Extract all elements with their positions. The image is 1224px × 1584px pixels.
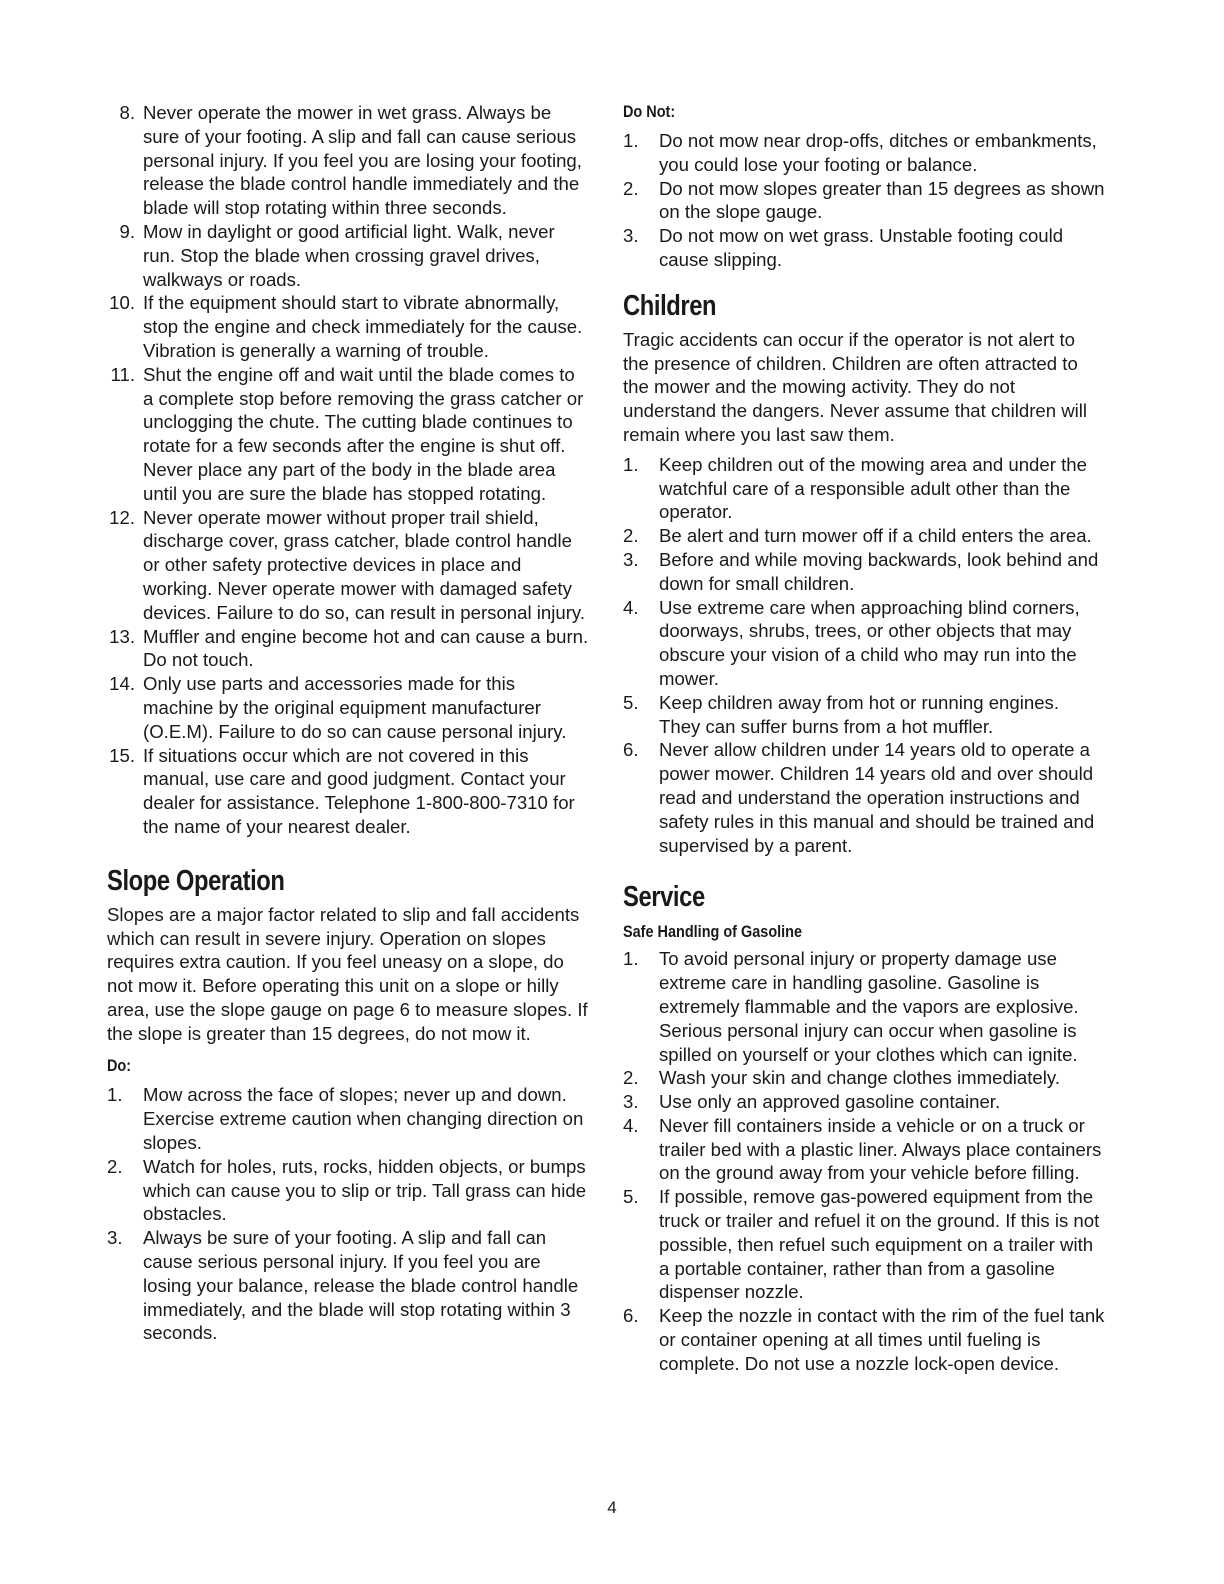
list-item: 4. Use extreme care when approaching blind corners, doorways, shrubs, trees, or other objects that may obscure your vision of a child who may run into the mower. [623, 596, 1080, 689]
list-item: 6. Never allow children under 14 years old to operate a power mower. Children 14 years old and over should read and understand the operation instructions and safety rules in this manual and should be trained and supervised by a parent. [623, 739, 1095, 856]
do-heading: Do: [107, 1056, 132, 1076]
list-item: 5. Keep children away from hot or running engines. They can suffer burns from a hot muffler. [623, 691, 1060, 737]
slope-intro-paragraph: Slopes are a major factor related to slip and fall accidents which can result in severe injury. Operation on slopes requires extra caution. If you feel uneasy on a slope, do not mow it. Before operating this unit on a slope or hilly area, use the slope gauge on page 6 to measure slopes. If the slope is greater than 15 degrees, do not mow it. [107, 903, 588, 1044]
list-item: 3. Do not mow on wet grass. Unstable footing could cause slipping. [623, 225, 1064, 270]
left-column [107, 101, 590, 1345]
list-item: 11. Shut the engine off and wait until the blade comes to a complete stop before removing the grass catcher or unclogging the chute. The cutting blade continues to rotate for a few seconds after the engine is shut off. Never place any part of the body in the blade area until you are sure the blade has stopped rotating. [110, 363, 584, 504]
list-item: 2. Watch for holes, ruts, rocks, hidden objects, or bumps which can cause you to slip or trip. Tall grass can hide obstacles. [107, 1155, 587, 1225]
safe-handling-gasoline-subheading: Safe Handling of Gasoline [623, 922, 803, 942]
list-item: 9. Mow in daylight or good artificial light. Walk, never run. Stop the blade when crossing gravel drives, walkways or roads. [119, 220, 555, 290]
list-item: 1. Keep children out of the mowing area and under the watchful care of a responsible adult other than the operator. [623, 453, 1087, 523]
children-heading: Children [623, 289, 717, 322]
list-item: 6. Keep the nozzle in contact with the rim of the fuel tank or container opening at all times until fueling is complete. Do not use a nozzle lock-open device. [623, 1305, 1105, 1374]
continued-safety-rules-list [107, 101, 590, 839]
do-not-list [623, 129, 1105, 272]
list-item: 3. Use only an approved gasoline container. [623, 1091, 1001, 1113]
list-item: 1. To avoid personal injury or property damage use extreme care in handling gasoline. Gasoline is extremely flammable and the vapors are explosive. Serious personal injury can occur when gasoline is spilled on yourself or your clothes which can ignite. [623, 948, 1079, 1065]
list-item: 12. Never operate mower without proper trail shield, discharge cover, grass catcher, blade control handle or other safety protective devices in place and working. Never operate mower with damaged safety devices. Failure to do so, can result in personal injury. [109, 506, 585, 623]
list-item: 15. If situations occur which are not covered in this manual, use care and good judgment. Contact your dealer for assistance. Telephone 1-800-800-7310 for the name of your nearest dealer. [109, 744, 575, 837]
slope-operation-heading: Slope Operation [107, 864, 285, 897]
right-column [623, 101, 1105, 1376]
list-item: 13. Muffler and engine become hot and can cause a burn. Do not touch. [109, 625, 589, 671]
page-number: 4 [607, 1498, 617, 1517]
do-not-heading: Do Not: [623, 102, 676, 121]
list-item: 8. Never operate the mower in wet grass. Always be sure of your footing. A slip and fall can cause serious personal injury. If you feel you are losing your footing, release the blade control handle immediately and the blade will stop rotating within three seconds. [119, 102, 582, 219]
list-item: 5. If possible, remove gas-powered equipment from the truck or trailer and refuel it on the ground. If this is not possible, then refuel such equipment on a trailer with a portable container, rather than from a gasoline dispenser nozzle. [623, 1186, 1100, 1303]
gasoline-list [623, 947, 1105, 1375]
list-item: 3. Always be sure of your footing. A slip and fall can cause serious personal injury. If you feel you are losing your balance, release the blade control handle immediately, and the blade will stop rotating within 3 seconds. [107, 1227, 579, 1344]
service-heading: Service [623, 881, 705, 914]
list-item: 1. Do not mow near drop-offs, ditches or embankments, you could lose your footing or balance. [623, 130, 1097, 175]
list-item: 2. Do not mow slopes greater than 15 degrees as shown on the slope gauge. [623, 177, 1105, 223]
children-list [623, 453, 1105, 858]
list-item: 2. Wash your skin and change clothes immediately. [623, 1067, 1060, 1089]
children-intro-paragraph: Tragic accidents can occur if the operator is not alert to the presence of children. Children are often attracted to the mower and the mowing activity. They do not understand the dangers. Never assume that children will remain where you last saw them. [623, 328, 1088, 445]
do-list [107, 1083, 590, 1345]
list-item: 1. Mow across the face of slopes; never up and down. Exercise extreme caution when changing direction on slopes. [107, 1084, 584, 1154]
list-item: 14. Only use parts and accessories made for this machine by the original equipment manufacturer (O.E.M). Failure to do so can cause personal injury. [109, 673, 567, 742]
list-item: 4. Never fill containers inside a vehicle or on a truck or trailer bed with a plastic liner. Always place containers on the ground away from your vehicle before filling. [623, 1114, 1102, 1184]
list-item: 3. Before and while moving backwards, look behind and down for small children. [623, 548, 1099, 594]
list-item: 10. If the equipment should start to vibrate abnormally, stop the engine and check immediately for the cause. Vibration is generally a warning of trouble. [109, 292, 583, 361]
list-item: 2. Be alert and turn mower off if a child enters the area. [623, 525, 1092, 547]
